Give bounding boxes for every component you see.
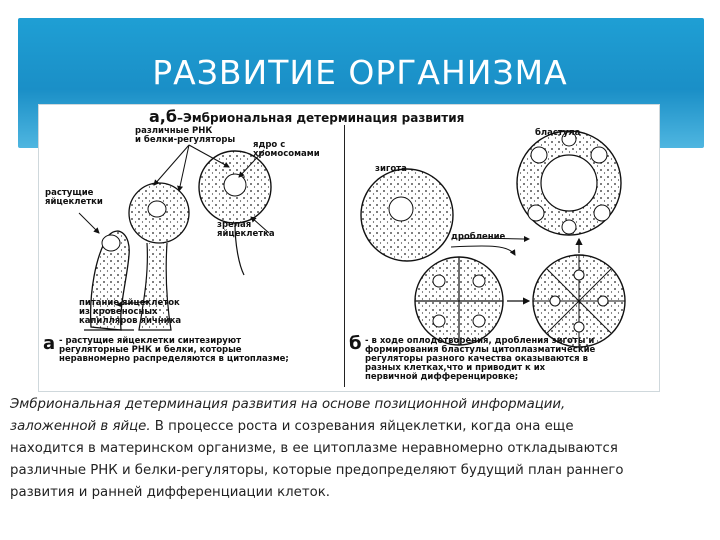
figure-heading-letters: а,б — [149, 107, 178, 126]
panel-a-caption: - растущие яйцеклетки синтезируют регуляторные РНК и белки, которые неравномерно распределяются в цитоплазме; — [59, 336, 289, 364]
body-line-4: различные РНК и белки-регуляторы, которые предопределяют будущий план раннего — [10, 463, 624, 478]
panel-b-caption: - в ходе оплодотворения, дробления зиготы и формирования бластулы цитоплазматические регуляторы разного качества оказываются в разных клетках,что и приводит к их первичной дифференцировке; — [365, 336, 596, 382]
panel-a-letter: а — [43, 333, 56, 354]
label-nutrition: питание яйцеклеток из кровеносных капилляров яичника — [79, 298, 182, 326]
body-line-2 — [10, 416, 710, 438]
label-cleavage: дробление — [451, 232, 506, 242]
label-zygote: зигота — [375, 164, 407, 174]
embryo-figure — [38, 104, 660, 392]
label-rnk-regulators: различные РНК и белки-регуляторы — [135, 126, 236, 145]
label-blastula: бластула — [535, 128, 581, 138]
lead-emphasis: Эмбриональная детерминация — [10, 397, 228, 412]
body-line-1 — [10, 394, 710, 416]
label-nucleus: ядро с хромосомами — [253, 140, 320, 159]
body-line-5: развития и ранней дифференциации клеток. — [10, 485, 330, 500]
panel-b-letter: б — [349, 333, 362, 354]
cleavage-4cell — [415, 257, 503, 345]
label-growing-oocytes: растущие яйцеклетки — [45, 188, 103, 207]
morula-cells — [533, 255, 625, 347]
lead-rest: развития на основе позиционной информации, — [227, 397, 566, 412]
body-paragraph — [10, 394, 710, 504]
zygote-cell — [361, 169, 453, 261]
label-mature-oocyte: зрелая яйцеклетка — [217, 220, 275, 239]
panel-divider — [344, 125, 345, 387]
slide-title: РАЗВИТИЕ ОРГАНИЗМА — [152, 53, 568, 92]
figure-heading-text: –Эмбриональная детерминация развития — [177, 111, 465, 125]
line2-emphasis: заложенной в яйце. — [10, 419, 151, 434]
mature-oocyte — [199, 151, 271, 275]
line2-rest: В процессе роста и созревания яйцеклетки, когда она еще — [150, 419, 574, 434]
blastula-cell — [517, 128, 621, 235]
body-line-3: находится в материнском организме, в ее цитоплазме неравномерно откладываются — [10, 441, 618, 456]
